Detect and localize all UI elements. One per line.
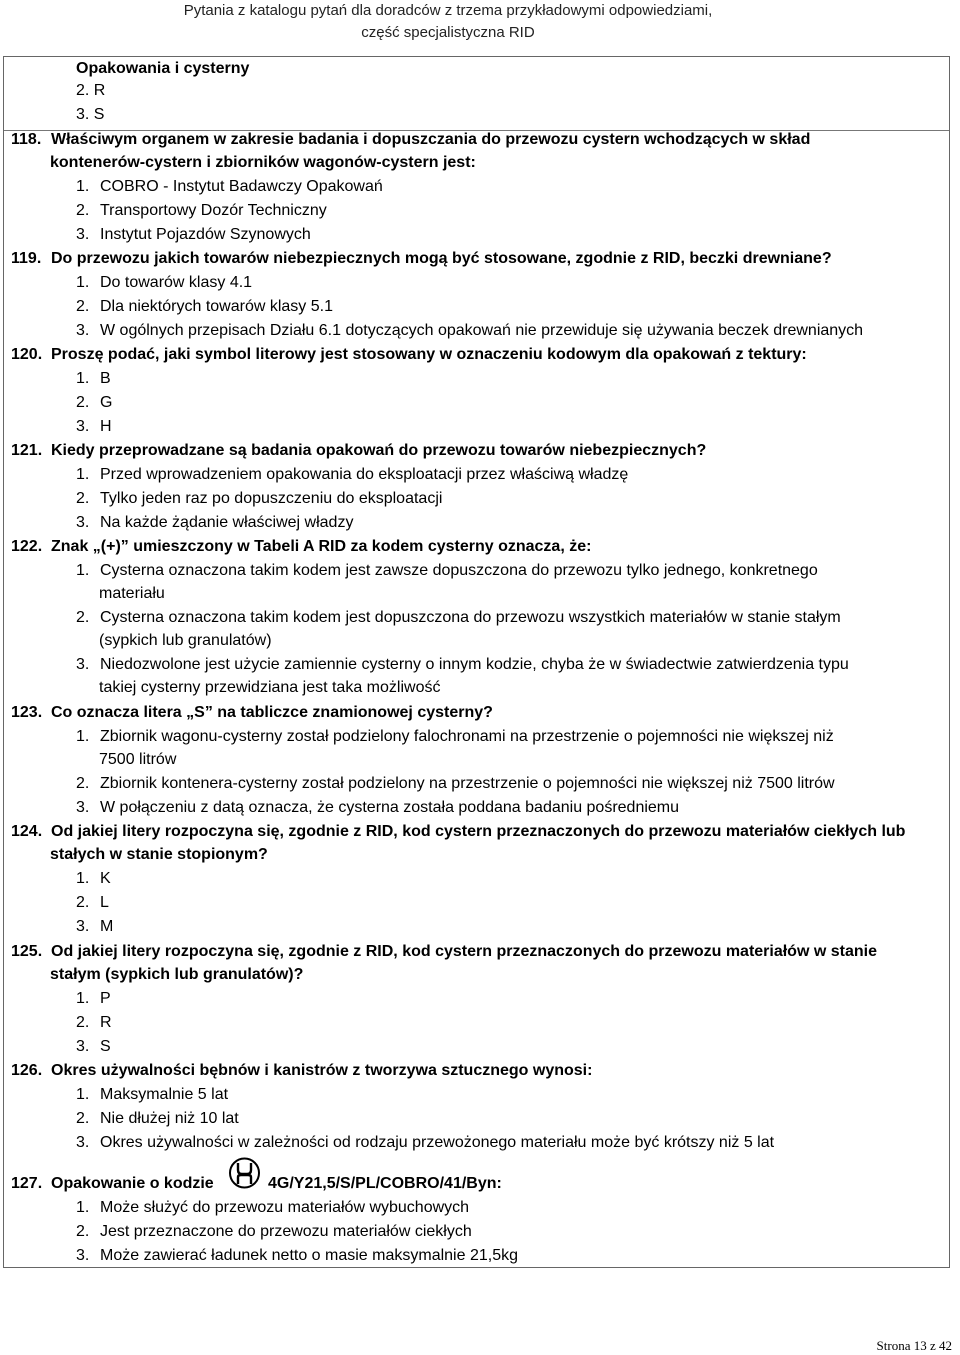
question-127 bbox=[11, 1174, 214, 1194]
answer bbox=[76, 177, 383, 197]
question-number: 121. bbox=[11, 442, 43, 459]
answer-number: 3. bbox=[76, 1134, 90, 1151]
answer-text: Może służyć do przewozu materiałów wybuchowych bbox=[100, 1199, 470, 1216]
answer bbox=[76, 273, 252, 293]
answer-text: Jest przeznaczone do przewozu materiałów ciekłych bbox=[100, 1223, 472, 1240]
question-123 bbox=[11, 703, 493, 723]
question-number: 119. bbox=[11, 250, 42, 267]
answer-number: 2. bbox=[76, 1014, 90, 1031]
question-number: 122. bbox=[11, 538, 43, 555]
section-title: Opakowania i cysterny bbox=[76, 60, 250, 77]
question-number: 127. bbox=[11, 1175, 43, 1192]
answer-number: 2. bbox=[76, 609, 90, 626]
answer-number: 3. bbox=[76, 1247, 90, 1264]
question-120 bbox=[11, 345, 807, 365]
answer-number: 3. bbox=[76, 1038, 90, 1055]
answer bbox=[76, 417, 112, 437]
question-text-cont: stałych w stanie stopionym? bbox=[50, 846, 268, 863]
answer-text: K bbox=[100, 870, 111, 887]
question-text: Do przewozu jakich towarów niebezpiecznych mogą być stosowane, zgodnie z RID, beczki drewniane? bbox=[51, 250, 832, 267]
answer-number: 3. bbox=[76, 226, 90, 243]
answer-number: 3. bbox=[76, 514, 90, 531]
answer-text: Cysterna oznaczona takim kodem jest zawsze dopuszczona do przewozu tylko jednego, konkretnego bbox=[100, 562, 818, 579]
answer-text: P bbox=[100, 990, 111, 1007]
question-text: Co oznacza litera „S” na tabliczce znamionowej cysterny? bbox=[51, 704, 493, 721]
question-text-cont: stałym (sypkich lub granulatów)? bbox=[50, 966, 304, 983]
question-text: Od jakiej litery rozpoczyna się, zgodnie z RID, kod cystern przeznaczonych do przewozu materiałów w stanie bbox=[51, 943, 877, 960]
answer-text-cont: (sypkich lub granulatów) bbox=[99, 632, 272, 649]
answer bbox=[76, 201, 327, 221]
answer-text: Zbiornik wagonu-cysterny został podzielony falochronami na przestrzenie o pojemności nie większej niż bbox=[100, 728, 834, 745]
question-number: 125. bbox=[11, 943, 43, 960]
question-text: Właściwym organem w zakresie badania i dopuszczania do przewozu cystern wchodzących w skład bbox=[51, 131, 811, 148]
answer-number: 1. bbox=[76, 990, 90, 1007]
answer-number: 3. bbox=[76, 799, 90, 816]
question-number: 124. bbox=[11, 823, 43, 840]
answer bbox=[76, 321, 863, 341]
answer-text: Zbiornik kontenera-cysterny został podzielony na przestrzenie o pojemności nie większej niż 7500 litrów bbox=[100, 775, 835, 792]
answer-number: 1. bbox=[76, 370, 90, 387]
answer-number: 1. bbox=[76, 1199, 90, 1216]
answer-number: 1. bbox=[76, 562, 90, 579]
answer bbox=[76, 774, 835, 794]
question-119 bbox=[11, 249, 832, 269]
answer bbox=[76, 1109, 239, 1129]
answer bbox=[76, 798, 679, 818]
answer bbox=[76, 727, 834, 747]
answer-number: 3. bbox=[76, 418, 90, 435]
answer-text: Nie dłużej niż 10 lat bbox=[100, 1110, 239, 1127]
answer-text: H bbox=[100, 418, 112, 435]
packaging-code: 4G/Y21,5/S/PL/COBRO/41/Byn: bbox=[268, 1175, 502, 1192]
question-125 bbox=[11, 942, 877, 962]
question-text: Od jakiej litery rozpoczyna się, zgodnie z RID, kod cystern przeznaczonych do przewozu materiałów ciekłych lub bbox=[51, 823, 906, 840]
answer bbox=[76, 489, 442, 509]
answer-number: 1. bbox=[76, 728, 90, 745]
question-124 bbox=[11, 822, 905, 842]
answer-text: M bbox=[100, 918, 114, 935]
answer bbox=[76, 513, 353, 533]
answer-number: 2. bbox=[76, 1110, 90, 1127]
answer-number: 2. bbox=[76, 202, 90, 219]
answer bbox=[76, 1013, 112, 1033]
answer-number: 2. bbox=[76, 894, 90, 911]
answer-text-cont: materiału bbox=[99, 585, 165, 602]
answer-number: 1. bbox=[76, 274, 90, 291]
answer-number: 3. bbox=[76, 322, 90, 339]
answer-text: Przed wprowadzeniem opakowania do eksploatacji przez właściwą władzę bbox=[100, 466, 629, 483]
answer-text: W ogólnych przepisach Działu 6.1 dotyczących opakowań nie przewiduje się używania beczek drewnianych bbox=[100, 322, 864, 339]
answer-number: 3. bbox=[76, 918, 90, 935]
answer-text: L bbox=[100, 894, 109, 911]
answer: 3. S bbox=[76, 106, 105, 123]
answer bbox=[76, 1198, 469, 1218]
question-number: 126. bbox=[11, 1062, 43, 1079]
answer bbox=[76, 1037, 111, 1057]
answer bbox=[76, 297, 333, 317]
question-number: 118. bbox=[11, 131, 42, 148]
answer-text-cont: takiej cysterny przewidziana jest taka możliwość bbox=[99, 679, 441, 696]
question-number: 120. bbox=[11, 346, 43, 363]
un-packaging-symbol-icon bbox=[228, 1157, 261, 1189]
header-line-1: Pytania z katalogu pytań dla doradców z trzema przykładowymi odpowiedziami, bbox=[183, 2, 713, 19]
answer-number: 2. bbox=[76, 1223, 90, 1240]
question-121 bbox=[11, 441, 706, 461]
answer-text: B bbox=[100, 370, 111, 387]
question-text: Opakowanie o kodzie bbox=[51, 1175, 214, 1192]
answer-number: 1. bbox=[76, 466, 90, 483]
answer-number: 3. bbox=[76, 656, 90, 673]
answer bbox=[76, 893, 109, 913]
answer bbox=[76, 1085, 228, 1105]
answer-text: W połączeniu z datą oznacza, że cysterna została poddana badaniu pośredniemu bbox=[100, 799, 680, 816]
answer bbox=[76, 561, 818, 581]
question-126 bbox=[11, 1061, 592, 1081]
answer-text: Maksymalnie 5 lat bbox=[100, 1086, 229, 1103]
answer-text: COBRO - Instytut Badawczy Opakowań bbox=[100, 178, 383, 195]
answer-number: 1. bbox=[76, 178, 90, 195]
answer-text: Do towarów klasy 4.1 bbox=[100, 274, 253, 291]
answer-number: 2. bbox=[76, 775, 90, 792]
answer bbox=[76, 989, 111, 1009]
answer-text: Niedozwolone jest użycie zamiennie cysterny o innym kodzie, chyba że w świadectwie zatwierdzenia typu bbox=[100, 656, 849, 673]
question-text: Proszę podać, jaki symbol literowy jest stosowany w oznaczeniu kodowym dla opakowań z tektury: bbox=[51, 346, 807, 363]
answer-number: 2. bbox=[76, 298, 90, 315]
answer-text: Może zawierać ładunek netto o masie maksymalnie 21,5kg bbox=[100, 1247, 518, 1264]
page-header bbox=[148, 0, 748, 44]
answer bbox=[76, 655, 849, 675]
answer-text: Dla niektórych towarów klasy 5.1 bbox=[100, 298, 333, 315]
answer-text: S bbox=[100, 1038, 111, 1055]
answer-text: Instytut Pojazdów Szynowych bbox=[100, 226, 311, 243]
question-text-cont: kontenerów-cystern i zbiorników wagonów-cystern jest: bbox=[50, 154, 476, 171]
answer bbox=[76, 1222, 472, 1242]
answer-number: 1. bbox=[76, 1086, 90, 1103]
answer bbox=[76, 369, 111, 389]
answer-text: R bbox=[100, 1014, 112, 1031]
answer-text: Okres używalności w zależności od rodzaju przewożonego materiału może być krótszy niż 5 lat bbox=[100, 1134, 775, 1151]
question-text: Okres używalności bębnów i kanistrów z tworzywa sztucznego wynosi: bbox=[51, 1062, 593, 1079]
answer bbox=[76, 608, 841, 628]
page-number: Strona 13 z 42 bbox=[876, 1338, 952, 1353]
answer bbox=[76, 869, 111, 889]
question-number: 123. bbox=[11, 704, 43, 721]
answer-number: 1. bbox=[76, 870, 90, 887]
header-line-2: część specjalistyczna RID bbox=[361, 24, 535, 41]
question-text: Kiedy przeprowadzane są badania opakowań do przewozu towarów niebezpiecznych? bbox=[51, 442, 707, 459]
answer bbox=[76, 1246, 518, 1266]
answer: 2. R bbox=[76, 82, 106, 99]
answer-text: Cysterna oznaczona takim kodem jest dopuszczona do przewozu wszystkich materiałów w stanie stałym bbox=[100, 609, 841, 626]
answer-text: Tylko jeden raz po dopuszczeniu do eksploatacji bbox=[100, 490, 443, 507]
question-text: Znak „(+)” umieszczony w Tabeli A RID za kodem cysterny oznacza, że: bbox=[51, 538, 592, 555]
answer-text: Transportowy Dozór Techniczny bbox=[100, 202, 327, 219]
answer bbox=[76, 393, 112, 413]
question-118 bbox=[11, 130, 810, 150]
question-122 bbox=[11, 537, 591, 557]
answer-text: G bbox=[100, 394, 113, 411]
answer bbox=[76, 465, 628, 485]
answer-text-cont: 7500 litrów bbox=[99, 751, 177, 768]
answer bbox=[76, 917, 113, 937]
answer bbox=[76, 1133, 774, 1153]
answer bbox=[76, 225, 311, 245]
answer-text: Na każde żądanie właściwej władzy bbox=[100, 514, 354, 531]
answer-number: 2. bbox=[76, 490, 90, 507]
answer-number: 2. bbox=[76, 394, 90, 411]
